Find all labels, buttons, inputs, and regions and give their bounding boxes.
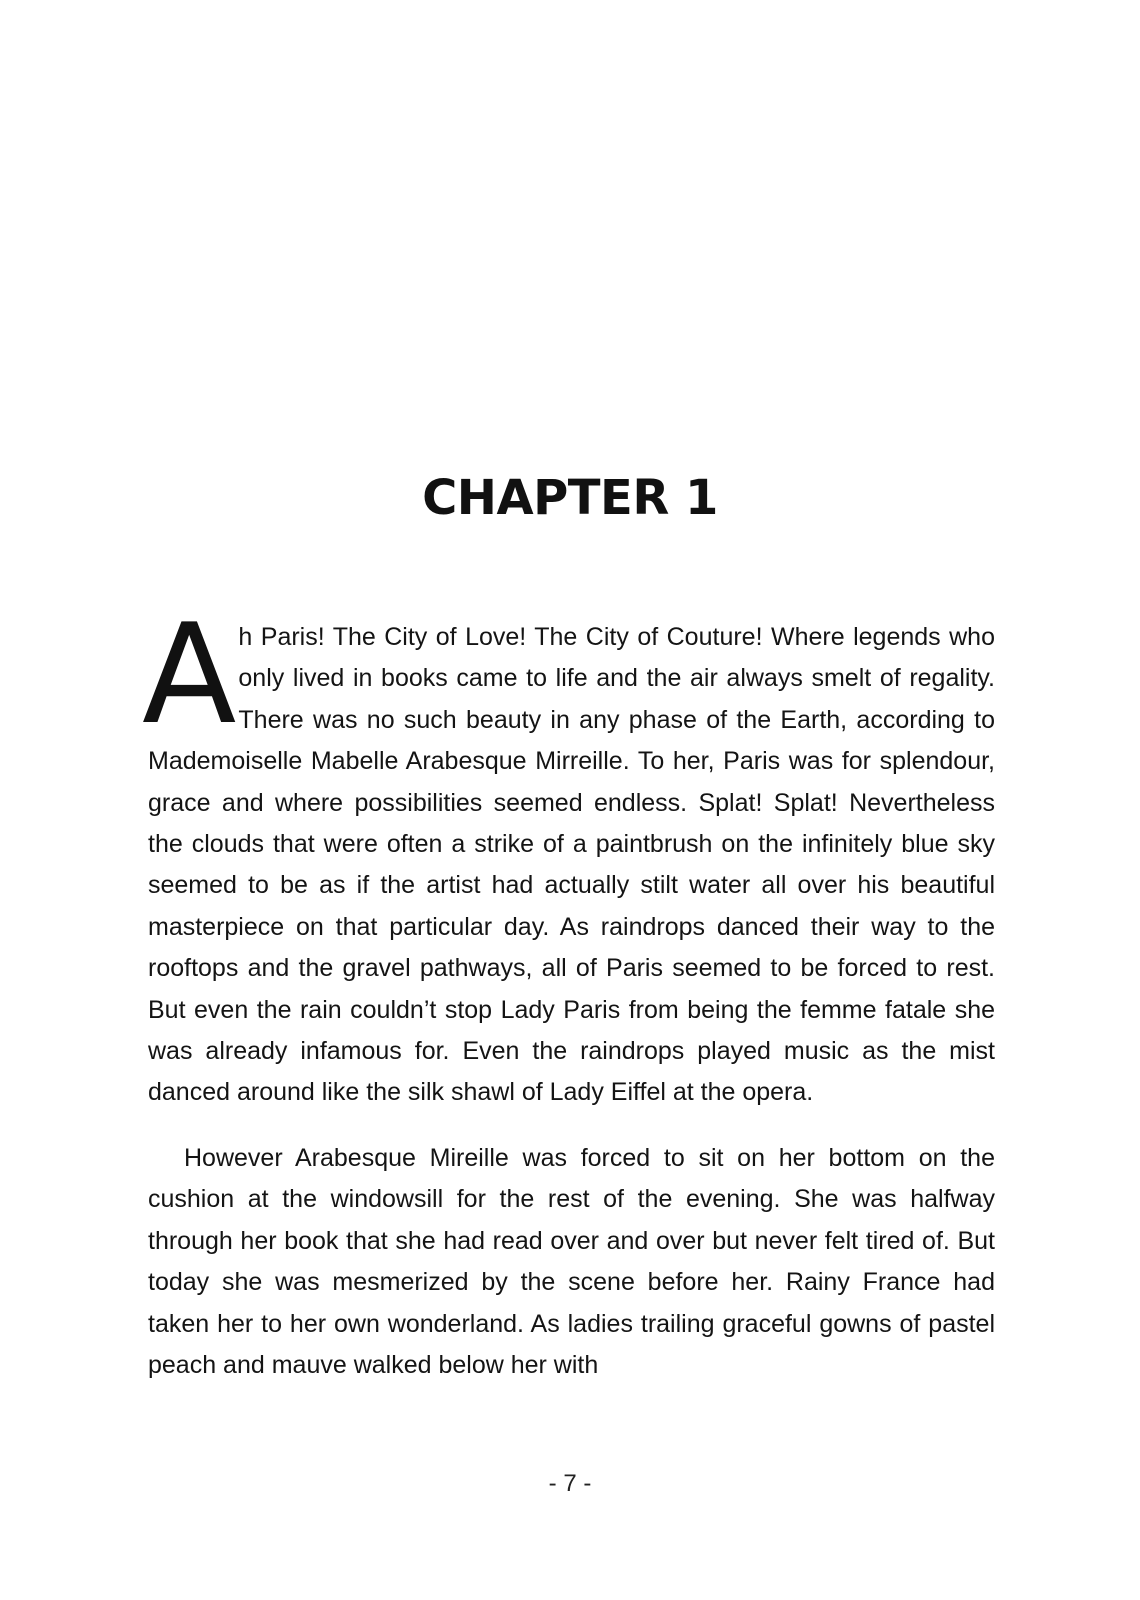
chapter-body bbox=[142, 594, 995, 1386]
paragraph-2 bbox=[148, 1138, 995, 1386]
paragraph-1-text: h Paris! The City of Love! The City of Couture! Where legends who only lived in books came to life and the air always smelt of regality. There was no such beauty in any phase of the Earth, according to Mademoiselle Mabelle Arabesque Mirreille. To her, Paris was for splendour, grace and where possibilities seemed endless. Splat! Splat! Nevertheless the clouds that were often a strike of a paintbrush on the infinitely blue sky seemed to be as if the artist had actually stilt water all over his beautiful masterpiece on that particular day. As raindrops danced their way to the rooftops and the gravel pathways, all of Paris seemed to be forced to rest. But even the rain couldn’t stop Lady Paris from being the femme fatale she was already infamous for. Even the raindrops played music as the mist danced around like the silk shawl of Lady Eiffel at the opera. bbox=[148, 623, 995, 1107]
paragraph-2-text: However Arabesque Mireille was forced to sit on her bottom on the cushion at the windowsill for the rest of the evening. She was halfway through her book that she had read over and over but never felt tired of. But today she was mesmerized by the scene before her. Rainy France had taken her to her own wonderland. As ladies trailing graceful gowns of pastel peach and mauve walked below her with bbox=[148, 1143, 995, 1379]
drop-cap: A bbox=[142, 594, 237, 755]
paragraph-1 bbox=[142, 594, 995, 1114]
page-number: - 7 - bbox=[548, 1470, 592, 1497]
chapter-title: CHAPTER 1 bbox=[422, 470, 718, 527]
